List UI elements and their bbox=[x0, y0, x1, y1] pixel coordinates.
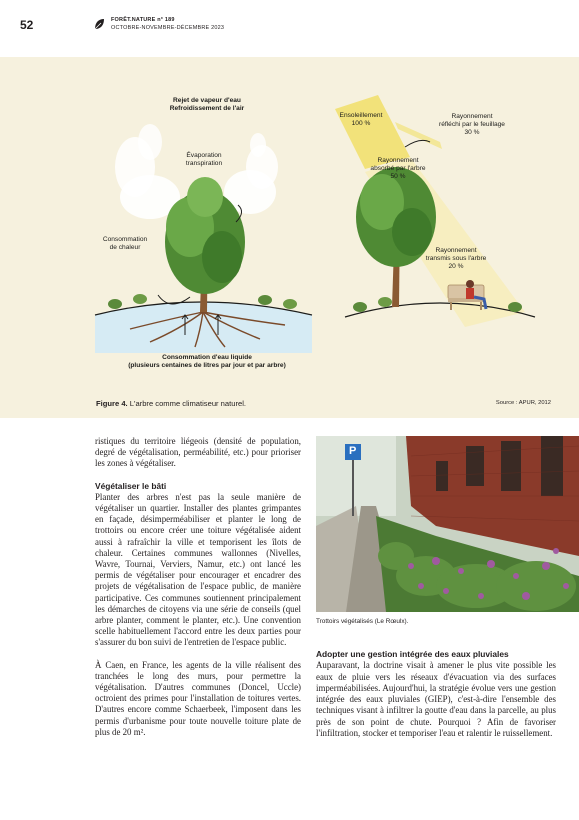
right-tree bbox=[356, 167, 436, 307]
label-water bbox=[102, 354, 312, 370]
photo-caption: Trottoirs végétalisés (Le Rœulx). bbox=[316, 618, 409, 625]
section-heading: Adopter une gestion intégrée des eaux pluviales bbox=[316, 649, 509, 659]
label-absorbed bbox=[360, 157, 436, 181]
label-vapor-text: Rejet de vapeur d'eau Refroidissement de l'air bbox=[169, 97, 245, 112]
paragraph: À Caen, en France, les agents de la ville réalisent des tranchées le long des murs, pour permettre la végétalisation. D'autres communes (Doncel, Uccle) octroient des primes pour l'installation de toitures vertes. D'autres encore comme Schaerbeek, l'imposent dans les permis d'urbanisme pour toute nouvelle toiture plate de plus de 20 m². bbox=[95, 659, 301, 737]
label-heat-text: Consommation de chaleur bbox=[102, 236, 148, 251]
label-sunlight bbox=[328, 112, 394, 128]
street-photo-image bbox=[316, 436, 579, 612]
page-header bbox=[0, 0, 579, 46]
page-number: 52 bbox=[20, 18, 34, 32]
section-heading: Végétaliser le bâti bbox=[95, 480, 167, 491]
journal-name: FORÊT.NATURE n° 189 bbox=[111, 17, 175, 23]
article-column-right bbox=[316, 649, 556, 739]
figure-tree-climate bbox=[0, 57, 579, 418]
paragraph: ristiques du territoire liégeois (densité de population, degré de végétalisation, perméabilité, etc.) pour prioriser les zones à végétaliser. bbox=[95, 436, 301, 469]
label-sunlight-text: Ensoleillement 100 % bbox=[339, 112, 383, 127]
parking-sign-letter: P bbox=[349, 445, 357, 457]
journal-issue: OCTOBRE-NOVEMBRE-DÉCEMBRE 2023 bbox=[111, 25, 225, 31]
figure-caption-label: Figure 4. bbox=[96, 399, 128, 408]
figure-caption bbox=[96, 399, 246, 408]
label-absorbed-text: Rayonnement absorbé par l'arbre 50 % bbox=[370, 157, 426, 180]
label-transmitted bbox=[412, 247, 500, 271]
label-heat bbox=[90, 236, 160, 252]
journal-title bbox=[111, 16, 224, 32]
label-evaporation bbox=[172, 152, 236, 168]
paragraph: Auparavant, la doctrine visait à amener le plus vite possible les eaux de pluie vers les réseaux d'évacuation via des surfaces imperméabilisées. Aujourd'hui, la stratégie évolue vers une gestion intégrée des eaux pluviales (GIEP), c'est-à-dire l'ensemble des techniques visant à infiltrer la goutte d'eau dans la parcelle, au plus près de son point de chute. Pourquoi ? Afin de favoriser l'infiltration, stocker et temporiser l'eau et ralentir le ruissellement. bbox=[316, 660, 556, 739]
article-column-left bbox=[95, 436, 301, 738]
paragraph: Planter des arbres n'est pas la seule manière de végétaliser un quartier. Installer des plantes grimpantes en façade, désimperméabiliser et planter le long de trottoirs ou encore créer une toiture végétalisée aident aussi à rafraîchir la ville et temporisent les îlots de chaleur. Certaines communes wallonnes (Nivelles, Wavre, Tournai, Verviers, Namur, etc.) ont lancé les permis de végétaliser pour encourager et encadrer des projets de végétalisation de l'espace public, de manière participative. Ces communes soutiennent principalement les démarches de citoyens via une série de conseils (quel arbre planter, comment le planter, etc.). Une convention scelle habituellement l'accord entre les deux parties pour s'assurer du bon suivi de l'entretien de l'espace public. bbox=[95, 491, 301, 648]
label-reflected-text: Rayonnement réfléchi par le feuillage 30 % bbox=[439, 113, 505, 136]
label-transmitted-text: Rayonnement transmis sous l'arbre 20 % bbox=[425, 247, 487, 270]
label-reflected bbox=[420, 113, 524, 137]
figure-caption-text: L'arbre comme climatiseur naturel. bbox=[127, 399, 247, 408]
figure-source: Source : APUR, 2012 bbox=[495, 400, 551, 406]
label-vapor bbox=[152, 97, 262, 113]
label-water-text: Consommation d'eau liquide (plusieurs centaines de litres par jour et par arbre) bbox=[128, 354, 286, 369]
leaf-icon bbox=[94, 18, 105, 30]
street-photo bbox=[316, 436, 579, 612]
label-evaporation-text: Évaporation transpiration bbox=[185, 152, 223, 167]
